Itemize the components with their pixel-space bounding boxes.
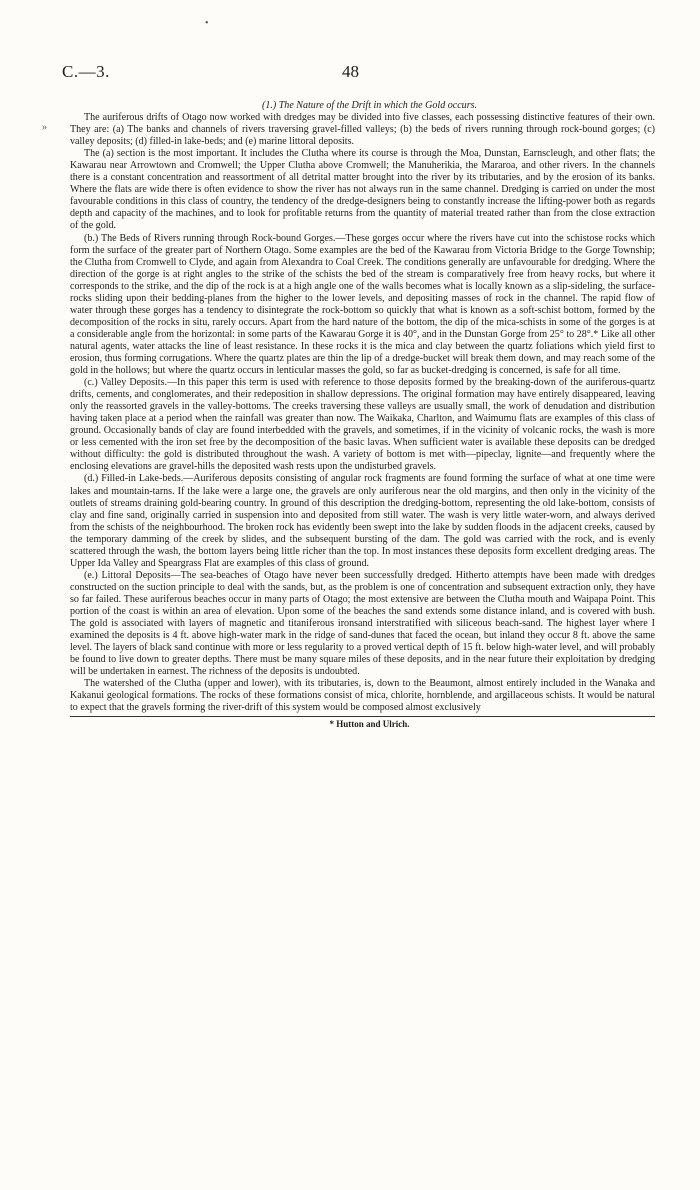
- scan-speck-left: »: [42, 122, 47, 133]
- page-number: 48: [342, 62, 359, 81]
- paragraph-watershed: The watershed of the Clutha (upper and lower), with its tributaries, is, down to the Beaumont, almost entirely included in the Wanaka and Kakanui geological formations. The rocks of these formations consist of mica, chlorite, hornblende, and argillaceous schists. It would be natural to expect that the gravels forming the river-drift of this system would be composed almost exclusively: [70, 678, 655, 714]
- paragraph-section-d: (d.) Filled-in Lake-beds.—Auriferous deposits consisting of angular rock fragments are found forming the surface of what at one time were lakes and mountain-tarns. If the lake were a large one, the gravels are only auriferous near the old margins, and then only in the vicinity of the outlets of streams draining gold-bearing country. In ground of this description the dredging-bottom, representing the old lake-bottom, consists of clay and fine sand, originally carried in suspension into and deposited from still water. The wash is very little water-worn, and always derived from the schists of the neighbourhood. The broken rock has evidently been swept into the lake by sudden floods in the adjacent creeks, caused by the temporary damming of the creek by slides, and the subsequent bursting of the dam. The gold was carried with the rock, and is evenly scattered through the wash, the bottom layers being little richer than the top. In most instances these deposits form excellent dredging areas. The Upper Ida Valley and Speargrass Flat are examples of this class of ground.: [70, 473, 655, 569]
- paragraph-section-b: (b.) The Beds of Rivers running through Rock-bound Gorges.—These gorges occur where the rivers have cut into the schistose rocks which form the surface of the greater part of Northern Otago. Some examples are the bed of the Kawarau from Victoria Bridge to the Gorge Township; the Clutha from Cromwell to Clyde, and again from Alexandra to Coal Creek. The conditions generally are unfavourable for dredging. Where the direction of the gorge is at right angles to the strike of the schists the bed of the stream is comparatively free from heavy rocks, but where it corresponds to the strike, and the dip of the rock is at a high angle one of the walls becomes what is locally known as a slip-sideling, the surface-rocks sliding upon their bedding-planes from the higher to the lower levels, and depositing masses of rock in the channel. The rapid flow of water through these gorges has a tendency to disintegrate the rock-bottom so quickly that what is known as a soft-schist bottom, formed by the decomposition of the rocks in situ, rarely occurs. Apart from the hard nature of the bottom, the dip of the mica-schists in some of the gorges is at a considerable angle from the horizontal: in some parts of the Kawarau Gorge it is 40°, and in the Dunstan Gorge from 25° to 28°.* Like all other natural agents, water attacks the line of least resistance. In these rocks it is the mica and clay between the quartz foliations which yield first to erosion, thus forming corrugations. Where the quartz plates are thin the lip of a dredge-bucket will break them down, and may reach some of the gold in the hollows; but where the quartz occurs in lenticular masses the gold, so far as bucket-dredging is concerned, is safe for all time.: [70, 232, 655, 377]
- document-reference: C.—3.: [62, 62, 110, 81]
- paragraph-section-a: The (a) section is the most important. It includes the Clutha where its course is through the Moa, Dunstan, Earnscleugh, and other flats; the Kawarau near Arrowtown and Cromwell; the Upper Clutha above Cromwell; the Manuherikia, the Mararoa, and other rivers. In the channels there is a constant concentration and reassortment of all detrital matter brought into the river by its tributaries, and by the erosion of its banks. Where the flats are wide there is often evidence to show the river has not always run in the same channel. Dredging is carried on under the most favourable conditions in this class of country, the tendency of the dredge-designers being to constantly increase the lifting-power both as regards depth and capacity of the machines, and to look for profitable returns from the quantity of material treated rather than from the close extraction of the gold.: [70, 148, 655, 232]
- page-body: [70, 100, 655, 730]
- paragraph-intro: The auriferous drifts of Otago now worked with dredges may be divided into five classes, each possessing distinctive features of their own. They are: (a) The banks and channels of rivers traversing gravel-filled valleys; (b) the beds of rivers running through rock-bound gorges; (c) valley deposits; (d) filled-in lake-beds; and (e) marine littoral deposits.: [70, 112, 655, 148]
- page-header: [62, 62, 638, 86]
- paragraph-section-c: (c.) Valley Deposits.—In this paper this term is used with reference to those deposits formed by the breaking-down of the auriferous-quartz drifts, cements, and conglomerates, and their redeposition in shallow depressions. The original formation may have entirely disappeared, leaving only the reassorted gravels in the valley-bottoms. The creeks traversing these valleys are usually small, the work of denudation and distribution having taken place at a period when the rainfall was greater than now. The Waikaka, Charlton, and Waimumu flats are examples of this class of ground. Occasionally bands of clay are found interbedded with the gravels, and sometimes, if in the vicinity of volcanic rocks, the wash is more or less cemented with the iron set free by the decomposition of the basic lavas. When sufficient water is available these deposits can be dredged without difficulty: the gold is distributed throughout the wash. A variety of bottom is met with—pipeclay, lignite—and frequently where the enclosing elevations are gravel-hills the deposited wash rests upon the undisturbed gravels.: [70, 377, 655, 473]
- scan-speck-top: •: [205, 18, 209, 29]
- footnote: * Hutton and Ulrich.: [329, 719, 410, 730]
- footnote-divider: [70, 716, 655, 717]
- section-heading: (1.) The Nature of the Drift in which the Gold occurs.: [261, 100, 478, 111]
- paragraph-section-e: (e.) Littoral Deposits—The sea-beaches of Otago have never been successfully dredged. Hitherto attempts have been made with dredges constructed on the suction principle to deal with the sands, but, as the problem is one of concentration and subsequent extraction only, they have so far failed. These auriferous beaches occur in many parts of Otago; the most extensive are between the Clutha mouth and Waipapa Point. This portion of the coast is within an area of elevation. Upon some of the beaches the sand extends some distance inland, and is covered with bush. The gold is associated with layers of magnetic and titaniferous ironsand interstratified with siliceous beach-sand. The highest layer where I examined the deposits is 4 ft. above high-water mark in the ridge of sand-dunes that faced the ocean, but inland they occur 8 ft. above the same level. The layers of black sand continue with more or less regularity to a proved vertical depth of 15 ft. below high-water level, and will probably be found to live down to greater depths. There must be many square miles of these deposits, and in the near future their exploitation by dredging will be undertaken in earnest. The richness of the deposits is undoubted.: [70, 569, 655, 678]
